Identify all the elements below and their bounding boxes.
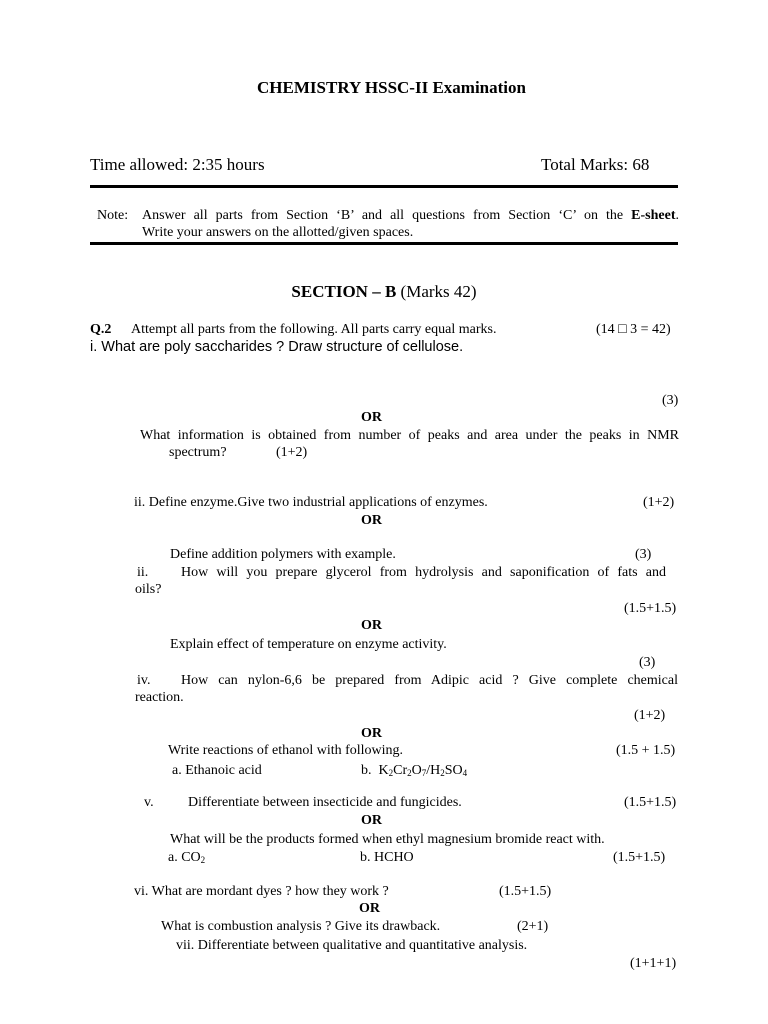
part-v-or-marks: (1.5+1.5): [613, 850, 666, 865]
formula-o: O: [411, 763, 422, 778]
or-1: OR: [361, 410, 382, 425]
formula-k: K: [378, 763, 389, 778]
part-ii-text: ii. Define enzyme.Give two industrial applications of enzymes.: [134, 495, 488, 510]
part-iv-number: iv.: [137, 673, 151, 688]
formula-h-sub: 2: [440, 768, 445, 778]
formula-k-sub: 2: [388, 768, 394, 778]
part-iv-or-option-b: [361, 763, 467, 779]
or-5: OR: [361, 813, 382, 828]
part-v-text: Differentiate between insecticide and fungicides.: [188, 795, 462, 810]
part-vii-text: vii. Differentiate between qualitative and quantitative analysis.: [176, 938, 528, 953]
part-v-or-text: What will be the products formed when ethyl magnesium bromide react with.: [170, 832, 605, 847]
formula-so: SO: [444, 763, 463, 778]
part-ii-or-marks: (3): [635, 547, 652, 562]
part-v-marks: (1.5+1.5): [624, 795, 677, 810]
part-v-or-option-b: b. HCHO: [360, 850, 414, 865]
part-i-or-marks: (1+2): [276, 445, 308, 460]
or-6: OR: [359, 901, 380, 916]
part-v-number: v.: [144, 795, 154, 810]
part-iv-or-text: Write reactions of ethanol with following.: [168, 743, 404, 758]
part-i-text: i. What are poly saccharides ? Draw structure of cellulose.: [90, 339, 464, 355]
note-esheet: E-sheet: [631, 208, 676, 223]
question-marks: (14 □ 3 = 42): [596, 322, 671, 337]
part-ii-or-text: Define addition polymers with example.: [170, 547, 396, 562]
part-iv-line-2: reaction.: [135, 690, 184, 705]
part-i-or-line-2: spectrum?: [169, 445, 227, 460]
header-rule-bottom: [90, 242, 678, 245]
part-vi-or-text: What is combustion analysis ? Give its drawback.: [161, 919, 441, 934]
note-line-1-end: .: [675, 208, 679, 223]
part-iii-or-marks: (3): [639, 655, 656, 670]
note-label: Note:: [97, 208, 129, 223]
note-line-1-text: Answer all parts from Section ‘B’ and all questions from Section ‘C’ on the: [142, 208, 632, 223]
question-number: Q.2: [90, 322, 112, 337]
total-marks: Total Marks: 68: [541, 155, 650, 174]
note-line-1: [142, 208, 679, 224]
or-4: OR: [361, 726, 382, 741]
part-iv-line-1: How can nylon-6,6 be prepared from Adipic acid ? Give complete chemical: [181, 673, 678, 688]
time-allowed: Time allowed: 2:35 hours: [90, 155, 265, 174]
option-a-text: a. CO: [168, 850, 201, 865]
formula-cr-sub: 2: [407, 768, 412, 778]
or-2: OR: [361, 513, 382, 528]
part-iv-or-marks: (1.5 + 1.5): [616, 743, 676, 758]
note-line-2: Write your answers on the allotted/given spaces.: [142, 225, 414, 240]
chemical-formula: [379, 763, 468, 778]
option-a-sub: 2: [200, 855, 206, 865]
part-iii-number: ii.: [137, 565, 149, 580]
part-iv-or-option-a: a. Ethanoic acid: [172, 763, 262, 778]
part-iii-marks: (1.5+1.5): [624, 601, 677, 616]
part-ii-marks: (1+2): [643, 495, 675, 510]
formula-so-sub: 4: [462, 768, 468, 778]
option-b-prefix: b.: [361, 763, 372, 778]
exam-title: CHEMISTRY HSSC-II Examination: [257, 78, 526, 97]
part-vi-or-marks: (2+1): [517, 919, 549, 934]
part-vi-marks: (1.5+1.5): [499, 884, 552, 899]
part-i-or-line-1: What information is obtained from number of peaks and area under the peaks in NMR: [140, 428, 679, 443]
formula-cr: Cr: [393, 763, 408, 778]
part-iv-marks: (1+2): [634, 708, 666, 723]
part-iii-line-1: How will you prepare glycerol from hydrolysis and saponification of fats and: [181, 565, 666, 580]
part-vi-text: vi. What are mordant dyes ? how they work ?: [134, 884, 389, 899]
formula-o-sub: 7: [421, 768, 427, 778]
question-instruction: Attempt all parts from the following. All parts carry equal marks.: [131, 322, 497, 337]
part-i-marks: (3): [662, 393, 679, 408]
section-marks: (Marks 42): [400, 282, 477, 301]
part-iii-or-text: Explain effect of temperature on enzyme activity.: [170, 637, 447, 652]
section-label: SECTION – B: [291, 282, 397, 301]
or-3: OR: [361, 618, 382, 633]
header-rule-top: [90, 185, 678, 188]
part-v-or-option-a: [168, 850, 205, 866]
part-iii-line-2: oils?: [135, 582, 162, 597]
part-vii-marks: (1+1+1): [630, 956, 677, 971]
formula-h: /H: [426, 763, 441, 778]
section-heading: [0, 282, 768, 302]
